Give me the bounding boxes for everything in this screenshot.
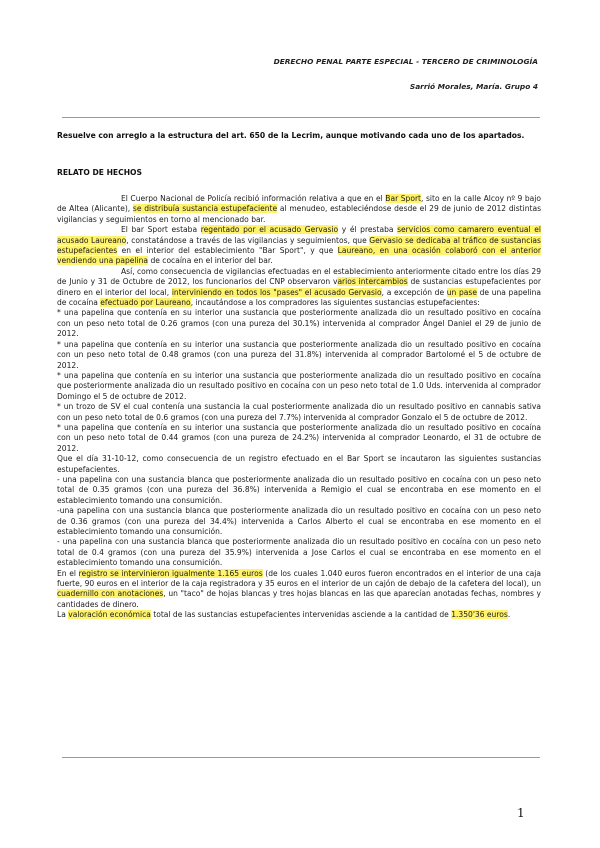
search-item: - una papelina con una sustancia blanca que posteriormente analizada dio un resultado positivo en cocaína con un peso neto total de 0.4 gramos (con una pureza del 35.9%) intervenida a Jose Carlos el cual se encontraba en ese momento en el establecimiento tomando una consumición.: [57, 537, 541, 568]
seizure-item: * una papelina que contenía en su interior una sustancia que posteriormente analizada dio un resultado positivo en cocaína que posteriormente analizada dio un resultado positivo en cocaína con un peso neto total de 1.0 Uds. intervenida al comprador Domingo el 5 de octubre de 2012.: [57, 370, 541, 401]
text-run: , constatándose a través de las vigilancias y seguimientos, que: [126, 235, 370, 245]
paragraph-6: [57, 610, 541, 620]
highlight: Laureano, en una ocasión colaboró con el anterior vendiendo una papelina: [57, 246, 541, 266]
text-run: de una papelina de cocaína: [57, 287, 541, 308]
highlight: 1.350'36 euros: [451, 610, 508, 620]
header-divider: [62, 117, 540, 118]
highlight: servicios como camarero eventual el acusado Laureano: [57, 225, 541, 245]
highlight: cuadernillo con anotaciones: [57, 589, 164, 599]
search-item: - una papelina con una sustancia blanca que posteriormente analizada dio un resultado positivo en cocaína con un peso neto total de 0.35 gramos (con una pureza del 36.8%) intervenida a Remigio el cual se encontraba en ese momento en el establecimiento tomando una consumición.: [57, 474, 541, 505]
paragraph-5: [57, 569, 541, 611]
paragraph-2: [57, 225, 541, 267]
text-run: .: [507, 610, 511, 620]
text-run: , incautándose a los compradores las siguientes sustancias estupefacientes:: [190, 298, 480, 308]
text-run: Así, como consecuencia de vigilancias efectuadas en el establecimiento anteriormente citado entre los días 29 de Junio y 31 de Octubre de 2012, los funcionarios del CNP observaron v: [57, 266, 541, 287]
highlight: regentado por el acusado Gervasio: [200, 225, 339, 235]
text-run: (de los cuales 1.040 euros fueron encontrados en el interior de una caja fuerte, 90 euros en el interior de la caja registradora y 35 euros en el interior de un cajón de debajo de la cafetera del local), un: [57, 568, 542, 589]
course-header: DERECHO PENAL PARTE ESPECIAL - TERCERO DE CRIMINOLOGÍA: [273, 57, 538, 66]
text-run: El Cuerpo Nacional de Policía recibió información relativa a que en el: [121, 194, 386, 203]
highlight: valoración económica: [68, 610, 151, 620]
highlight: registro se intervinieron igualmente 1.165 euros: [78, 568, 263, 578]
seizure-item: * una papelina que contenía en su interior una sustancia que posteriormente analizada dio un resultado positivo en cocaína con un peso neto total de 0.48 gramos (con una pureza del 31.8%) intervenida al comprador Bartolomé el 5 de octubre de 2012.: [57, 339, 541, 370]
text-run: al menudeo, estableciéndose desde el 29 de junio de 2012 distintas vigilancias y seguimientos en torno al mencionado bar.: [57, 204, 542, 224]
seizure-item: * una papelina que contenía en su interior una sustancia que posteriormente analizada dio un resultado positivo en cocaína con un peso neto total de 0.26 gramos (con una pureza del 30.1%) intervenida al comprador Ángel Daniel el 29 de junio de 2012.: [57, 308, 541, 339]
text-run: , a excepción de: [381, 287, 447, 297]
assignment-instruction: Resuelve con arreglo a la estructura del art. 650 de la Lecrim, aunque motivando cada uno de los apartados.: [57, 131, 525, 140]
text-run: El bar Sport estaba: [121, 225, 201, 235]
paragraph-4: Que el día 31-10-12, como consecuencia de un registro efectuado en el Bar Sport se incautaron las siguientes sustancias estupefacientes.: [57, 454, 541, 474]
seizure-item: * un trozo de SV el cual contenía una sustancia la cual posteriormente analizada dio un resultado positivo en cannabis sativa con un peso neto total de 0.6 gramos (con una pureza del 7.7%) intervenida al comprador Gonzalo el 5 de octubre de 2012.: [57, 402, 541, 422]
text-run: y él prestaba: [338, 225, 398, 235]
highlight: efectuado por Laureano: [100, 298, 191, 308]
footer-divider: [62, 757, 540, 758]
page-number: 1: [517, 806, 525, 820]
text-run: La: [57, 610, 69, 620]
facts-body: [57, 194, 541, 621]
highlight: Gervasio se dedicaba al tráfico de sustancias estupefacientes: [57, 235, 541, 256]
text-run: de sustancias estupefacientes por dinero en el interior del local,: [57, 277, 541, 297]
text-run: , un "taco" de hojas blancas y tres hojas blancas en las que aparecían anotadas fechas, nombres y cantidades de dinero.: [57, 589, 541, 609]
author-header: Sarrió Morales, María. Grupo 4: [409, 82, 538, 91]
highlight: arios intercambios: [337, 277, 408, 287]
highlight: interviniendo en todos los "pases" el acusado Gervasio: [171, 287, 382, 297]
highlight: un pase: [446, 287, 477, 297]
section-title: RELATO DE HECHOS: [57, 168, 142, 177]
text-run: En el: [57, 568, 79, 578]
highlight: se distribuía sustancia estupefaciente: [132, 204, 278, 214]
text-run: total de las sustancias estupefacientes intervenidas asciende a la cantidad de: [150, 610, 452, 620]
text-run: en el interior del establecimiento "Bar Sport", y que: [117, 246, 338, 256]
highlight: Bar Sport: [385, 194, 422, 203]
text-run: de cocaína en el interior del bar.: [148, 256, 273, 266]
paragraph-3: [57, 267, 541, 309]
seizure-item: * una papelina que contenía en su interior una sustancia que posteriormente analizada dio un resultado positivo en cocaína con un peso neto total de 0.44 gramos (con una pureza de 24.2%) intervenida al comprador Leonardo, el 31 de octubre de 2012.: [57, 422, 541, 453]
paragraph-1: [57, 194, 541, 225]
text-run: , sito en la calle Alcoy nº 9 bajo de Altea (Alicante),: [57, 194, 541, 214]
search-item: -una papelina con una sustancia blanca que posteriormente analizada dio un resultado positivo en cocaína con un peso neto de 0.36 gramos (con una pureza del 34.4%) intervenida a Carlos Alberto el cual se encontraba en ese momento en el establecimiento tomando una consumición.: [57, 506, 541, 536]
